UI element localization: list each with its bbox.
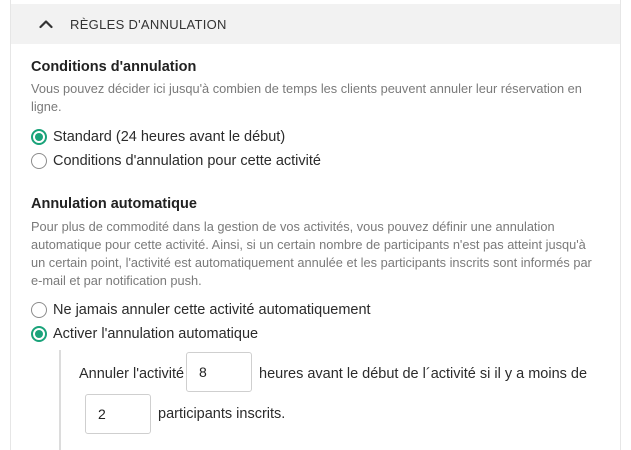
radio-enable-auto-cancel[interactable] (31, 326, 258, 342)
auto-cancellation-heading: Annulation automatique (31, 196, 197, 212)
radio-button[interactable] (31, 302, 47, 318)
cancellation-conditions-description: Vous pouvez décider ici jusqu'à combien de temps les clients peuvent annuler leur réservation en ligne. (31, 81, 582, 114)
rule-middle-text: heures avant le début de l´activité si il y a moins de (259, 366, 588, 382)
nested-settings-indent-line (59, 350, 61, 450)
panel-left-border (10, 0, 11, 450)
rule-prefix-text: Annuler l'activité (79, 366, 185, 382)
radio-standard-conditions[interactable] (31, 129, 285, 145)
radio-label: Activer l'annulation automatique (53, 326, 259, 342)
panel-title: RÈGLES D'ANNULATION (70, 16, 227, 32)
rule-suffix-text: participants inscrits. (158, 406, 286, 422)
radio-label: Ne jamais annuler cette activité automatiquement (53, 302, 371, 318)
radio-never-auto-cancel[interactable] (31, 302, 371, 318)
radio-button-selected[interactable] (31, 326, 47, 342)
radio-button[interactable] (31, 153, 47, 169)
cancellation-conditions-heading: Conditions d'annulation (31, 59, 197, 75)
radio-button-selected[interactable] (31, 129, 47, 145)
radio-label: Conditions d'annulation pour cette activité (53, 153, 321, 169)
hours-before-input[interactable]: 8 (186, 352, 252, 392)
panel-right-border (620, 0, 621, 450)
auto-cancellation-description: Pour plus de commodité dans la gestion de vos activités, vous pouvez définir une annulation automatique pour cette activité. Ainsi, si un certain nombre de participants n'est pas atteint jusqu'à un certain point, l'activité est automatiquement annulée et les participants inscrits sont informés par e-mail et par notification push. (31, 219, 592, 288)
radio-custom-conditions[interactable] (31, 153, 321, 169)
chevron-up-icon[interactable] (36, 17, 56, 31)
cancellation-rules-panel-header[interactable] (11, 4, 620, 44)
min-participants-input[interactable]: 2 (85, 394, 151, 434)
radio-label: Standard (24 heures avant le début) (53, 129, 286, 145)
